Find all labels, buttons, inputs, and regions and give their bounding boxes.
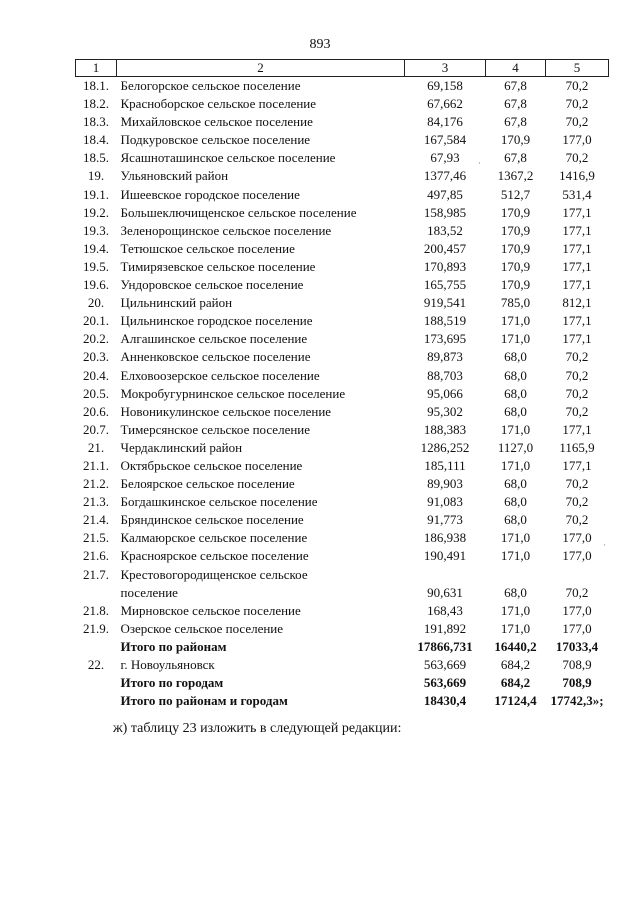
row-value-col4: 68,0 [504, 584, 527, 600]
row-value-col5: 177,1 [562, 222, 592, 238]
row-name: Красноярское сельское поселение [120, 548, 309, 564]
row-value-col5: 177,0 [562, 530, 592, 546]
row-value-col3: 95,066 [427, 385, 463, 401]
row-number: 20. [87, 295, 105, 311]
table-row [76, 692, 609, 710]
row-value-col5: 1165,9 [559, 439, 595, 455]
row-value-col5: 70,2 [565, 367, 589, 383]
row-value-col3: 183,52 [427, 222, 463, 238]
table-row [76, 566, 609, 584]
row-value-col3: 563,669 [423, 675, 467, 691]
row-name: Мокробугурнинское сельское поселение [120, 385, 346, 401]
row-value-col4: 68,0 [504, 385, 527, 401]
row-value-col5: 70,2 [565, 512, 589, 528]
row-name: Итого по районам [120, 638, 227, 654]
header-col-1: 1 [76, 60, 117, 77]
scan-mark: · [603, 540, 606, 550]
row-value-col4 [486, 566, 546, 584]
row-value-col4: 1367,2 [497, 168, 534, 184]
table-row [76, 258, 609, 276]
row-number: 21. [87, 439, 105, 455]
table-row [76, 276, 609, 294]
row-name: Итого по городам [120, 675, 224, 691]
row-name: Большеключищенское сельское поселение [120, 204, 357, 220]
row-name: Зеленорощинское сельское поселение [120, 222, 332, 238]
row-value-col3: 497,85 [427, 186, 463, 202]
row-value-col3: 188,519 [423, 313, 467, 329]
row-name: Бряндинское сельское поселение [120, 512, 304, 528]
table-row [76, 294, 609, 312]
row-value-col4: 67,8 [504, 114, 527, 130]
row-value-col3: 18430,4 [423, 693, 467, 709]
row-value-col3: 185,111 [424, 457, 466, 473]
row-value-col4: 1127,0 [497, 439, 534, 455]
table-row [76, 131, 609, 149]
row-value-col5: 177,1 [562, 457, 592, 473]
row-name: г. Новоульяновск [120, 657, 215, 672]
row-value-col3: 191,892 [423, 620, 467, 636]
row-value-col5: 17742,3»; [550, 693, 604, 709]
row-value-col5: 177,0 [562, 548, 592, 564]
row-value-col5: 177,0 [562, 602, 592, 618]
row-value-col4: 684,2 [500, 657, 531, 672]
row-value-col5: 70,2 [565, 385, 589, 401]
row-number: 20.4. [83, 367, 109, 383]
row-value-col5: 177,1 [562, 204, 592, 220]
row-number: 20.7. [83, 421, 109, 437]
row-value-col5: 70,2 [565, 96, 589, 112]
row-value-col5: 70,2 [565, 114, 589, 130]
row-number: 21.4. [83, 512, 109, 528]
row-value-col5: 708,9 [562, 675, 592, 691]
row-number: 21.5. [83, 530, 109, 546]
page-number: 893 [309, 37, 331, 52]
row-name: Крестовогородищенское сельское [120, 566, 308, 582]
table-row [76, 457, 609, 475]
row-value-col4: 68,0 [504, 476, 527, 492]
row-number: 21.2. [83, 476, 109, 492]
table-row [76, 367, 609, 385]
row-name: Белоярское сельское поселение [120, 476, 295, 492]
row-value-col4: 171,0 [500, 530, 531, 546]
row-value-col3: 91,083 [427, 494, 463, 510]
table-row [76, 493, 609, 511]
table-row [76, 620, 609, 638]
row-name: Чердаклинский район [120, 439, 243, 455]
header-col-2: 2 [117, 60, 405, 77]
row-name: Тимерсянское сельское поселение [120, 421, 311, 437]
table-row [76, 95, 609, 113]
table-row [76, 602, 609, 620]
row-name: Озерское сельское поселение [120, 620, 284, 636]
row-value-col3: 1286,252 [420, 439, 470, 455]
row-value-col5: 177,1 [562, 313, 592, 329]
row-value-col5: 177,1 [562, 277, 592, 293]
row-number: 18.5. [83, 150, 109, 166]
row-number: 18.2. [83, 96, 109, 112]
row-number: 19. [87, 168, 105, 184]
row-number: 18.3. [83, 114, 109, 130]
row-value-col3: 69,158 [427, 78, 463, 93]
row-value-col5: 17033,4 [555, 638, 599, 654]
row-value-col4: 171,0 [500, 602, 531, 618]
row-value-col3: 67,93 [430, 150, 460, 166]
scan-mark: · [478, 158, 481, 168]
row-name: Подкуровское сельское поселение [120, 132, 311, 148]
row-value-col5 [546, 566, 609, 584]
row-name: Красноборское сельское поселение [120, 96, 317, 112]
row-name: поселение [120, 584, 178, 600]
row-value-col3: 95,302 [427, 403, 463, 419]
row-name: Алгашинское сельское поселение [120, 331, 308, 347]
row-number: 21.1. [83, 457, 109, 473]
table-row [76, 240, 609, 258]
table-row [76, 385, 609, 403]
table-header-row [76, 60, 609, 77]
row-value-col5: 177,1 [562, 421, 592, 437]
table-row [76, 167, 609, 185]
row-number [76, 584, 117, 602]
table-row [76, 638, 609, 656]
row-number: 20.6. [83, 403, 109, 419]
table-row [76, 77, 609, 96]
table-row [76, 204, 609, 222]
header-col-3: 3 [405, 60, 486, 77]
row-value-col4: 17124,4 [494, 693, 537, 709]
footer-note: ж) таблицу 23 изложить в следующей редакции: [113, 721, 402, 736]
row-value-col3: 158,985 [423, 204, 467, 220]
table-row [76, 529, 609, 547]
data-table [75, 59, 609, 710]
row-value-col4: 171,0 [500, 313, 531, 329]
table-row [76, 330, 609, 348]
row-number: 18.1. [83, 78, 109, 93]
row-name: Белогорское сельское поселение [120, 78, 301, 93]
table-row [76, 656, 609, 674]
row-value-col4: 67,8 [504, 78, 527, 93]
row-name: Тимирязевское сельское поселение [120, 258, 316, 274]
row-name: Ясашноташинское сельское поселение [120, 150, 336, 166]
table-row [76, 149, 609, 167]
row-number: 21.7. [83, 566, 109, 582]
row-number: 21.3. [83, 494, 109, 510]
row-value-col3: 67,662 [427, 96, 463, 112]
header-col-4: 4 [486, 60, 546, 77]
row-name: Елховоозерское сельское поселение [120, 367, 320, 383]
table-row [76, 547, 609, 565]
row-number [76, 638, 117, 656]
table-row [76, 439, 609, 457]
row-value-col5: 70,2 [565, 150, 589, 166]
row-value-col3: 188,383 [423, 421, 467, 437]
row-value-col5: 708,9 [562, 657, 592, 672]
row-value-col4: 171,0 [500, 421, 531, 437]
row-value-col4: 67,8 [504, 96, 527, 112]
row-value-col4: 171,0 [500, 548, 531, 564]
row-name: Михайловское сельское поселение [120, 114, 313, 130]
row-name: Цильнинское городское поселение [120, 313, 313, 329]
row-number: 19.4. [83, 240, 109, 256]
row-number: 19.5. [83, 258, 109, 274]
row-value-col3: 90,631 [427, 584, 463, 600]
row-value-col5: 177,1 [562, 240, 592, 256]
row-value-col4: 170,9 [500, 240, 531, 256]
row-number: 19.2. [83, 204, 109, 220]
row-name: Анненковское сельское поселение [120, 349, 311, 365]
table-row [76, 584, 609, 602]
header-col-5: 5 [546, 60, 609, 77]
table-row [76, 421, 609, 439]
row-name: Итого по районам и городам [120, 693, 288, 709]
row-number: 19.1. [83, 186, 109, 202]
row-value-col5: 1416,9 [559, 168, 595, 184]
row-number: 22. [87, 657, 105, 672]
row-value-col5: 177,1 [562, 258, 592, 274]
row-name: Тетюшское сельское поселение [120, 240, 295, 256]
row-value-col4: 171,0 [500, 457, 531, 473]
row-value-col3: 84,176 [427, 114, 463, 130]
row-value-col3: 919,541 [423, 295, 467, 311]
row-value-col3: 168,43 [427, 602, 463, 618]
row-value-col4: 684,2 [500, 675, 531, 691]
row-value-col3: 17866,731 [417, 638, 473, 654]
row-value-col4: 67,8 [504, 150, 527, 166]
row-value-col4: 170,9 [500, 204, 531, 220]
table-body [76, 77, 609, 711]
table-row [76, 348, 609, 366]
row-value-col4: 170,9 [500, 277, 531, 293]
row-value-col5: 70,2 [565, 78, 589, 93]
table-row [76, 312, 609, 330]
table-row [76, 511, 609, 529]
row-value-col4: 512,7 [500, 186, 531, 202]
row-value-col4: 171,0 [500, 331, 531, 347]
row-value-col4: 785,0 [500, 295, 531, 311]
row-number: 20.2. [83, 331, 109, 347]
row-name: Цильнинский район [120, 295, 233, 311]
row-number: 18.4. [83, 132, 109, 148]
row-value-col3: 89,903 [427, 476, 463, 492]
row-value-col4: 68,0 [504, 512, 527, 528]
row-value-col3: 190,491 [423, 548, 467, 564]
row-value-col5: 70,2 [565, 403, 589, 419]
row-value-col3 [405, 566, 486, 584]
row-name: Мирновское сельское поселение [120, 602, 301, 618]
row-value-col3: 88,703 [427, 367, 463, 383]
row-name: Калмаюрское сельское поселение [120, 530, 308, 546]
row-number: 19.6. [83, 277, 109, 293]
row-number: 19.3. [83, 222, 109, 238]
row-name: Богдашкинское сельское поселение [120, 494, 318, 510]
row-value-col3: 165,755 [423, 277, 467, 293]
row-value-col3: 563,669 [423, 657, 467, 672]
row-name: Ишеевское городское поселение [120, 186, 300, 202]
row-number: 20.3. [83, 349, 109, 365]
row-value-col4: 170,9 [500, 258, 531, 274]
row-number: 20.5. [83, 385, 109, 401]
table-row [76, 674, 609, 692]
row-value-col3: 1377,46 [423, 168, 467, 184]
row-value-col5: 177,1 [562, 331, 592, 347]
row-value-col5: 70,2 [565, 349, 589, 365]
row-value-col3: 173,695 [423, 331, 467, 347]
row-value-col4: 68,0 [504, 349, 527, 365]
table-row [76, 222, 609, 240]
row-number: 20.1. [83, 313, 109, 329]
row-name: Ундоровское сельское поселение [120, 277, 304, 293]
row-number: 21.8. [83, 602, 109, 618]
row-value-col5: 531,4 [562, 186, 592, 202]
row-value-col3: 200,457 [423, 240, 467, 256]
row-value-col5: 177,0 [562, 620, 592, 636]
row-value-col5: 70,2 [565, 494, 589, 510]
row-value-col5: 177,0 [562, 132, 592, 148]
row-value-col3: 170,893 [423, 258, 467, 274]
row-value-col4: 170,9 [500, 132, 531, 148]
row-value-col4: 16440,2 [494, 638, 537, 654]
row-value-col3: 89,873 [427, 349, 463, 365]
row-value-col3: 167,584 [423, 132, 467, 148]
row-value-col4: 68,0 [504, 403, 527, 419]
table-row [76, 475, 609, 493]
row-value-col3: 186,938 [423, 530, 467, 546]
row-value-col5: 70,2 [565, 584, 589, 600]
row-name: Октябрьское сельское поселение [120, 457, 303, 473]
row-name: Ульяновский район [120, 168, 229, 184]
table-row [76, 186, 609, 204]
table-row [76, 403, 609, 421]
row-number: 21.9. [83, 620, 109, 636]
row-value-col4: 68,0 [504, 367, 527, 383]
row-number: 21.6. [83, 548, 109, 564]
row-value-col4: 171,0 [500, 620, 531, 636]
row-number [76, 692, 117, 710]
row-value-col5: 70,2 [565, 476, 589, 492]
row-value-col4: 170,9 [500, 222, 531, 238]
row-value-col5: 812,1 [562, 295, 592, 311]
row-value-col4: 68,0 [504, 494, 527, 510]
row-value-col3: 91,773 [427, 512, 463, 528]
table-row [76, 113, 609, 131]
row-number [76, 674, 117, 692]
row-name: Новоникулинское сельское поселение [120, 403, 332, 419]
